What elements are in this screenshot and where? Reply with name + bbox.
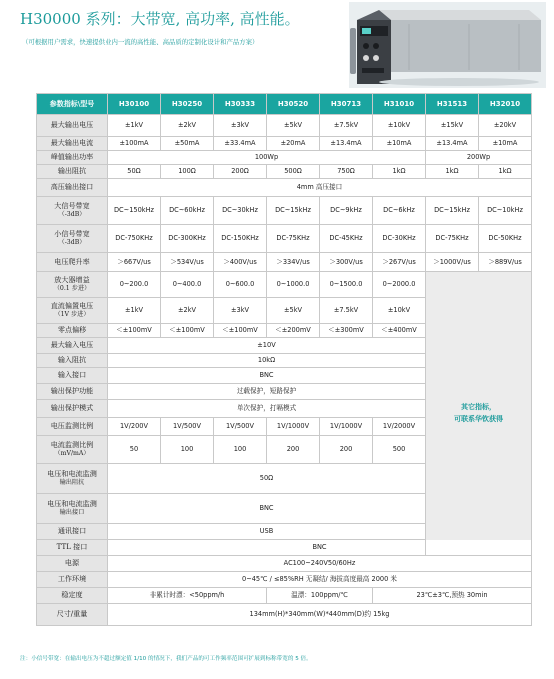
side-note-line-2: 可联系华钦获得 — [454, 414, 503, 423]
table-cell: 100 — [161, 436, 214, 464]
row-label-sub: （-3dB） — [58, 211, 86, 219]
table-cell: DC-150KHz — [214, 225, 267, 253]
table-cell: 0~200.0 — [108, 272, 161, 298]
table-cell: ±3kV — [214, 298, 267, 324]
row-label: 最大输出电压 — [37, 115, 108, 137]
row-label: 输出保护模式 — [37, 400, 108, 418]
table-cell: 750Ω — [320, 165, 373, 179]
table-cell: 1V/1000V — [320, 418, 373, 436]
row-label-text: 电压和电流监测 — [47, 469, 97, 479]
row-label-text: 放大器增益 — [54, 275, 90, 285]
row-label-text: 大信号带宽 — [54, 201, 90, 211]
table-row — [37, 540, 532, 556]
row-label: 工作环境 — [37, 572, 108, 588]
table-cell: 1kΩ — [426, 165, 479, 179]
table-cell: 100Wp — [108, 151, 426, 165]
row-label-sub: （-3dB） — [58, 239, 86, 247]
table-cell: USB — [108, 524, 426, 540]
table-cell: 0~1000.0 — [267, 272, 320, 298]
table-cell: 1V/200V — [108, 418, 161, 436]
model-header: H32010 — [479, 94, 532, 115]
row-label: 输入接口 — [37, 368, 108, 384]
table-cell: 1V/500V — [161, 418, 214, 436]
table-row — [37, 253, 532, 272]
table-cell: ±20kV — [479, 115, 532, 137]
table-cell: ＜±100mV — [108, 324, 161, 338]
header-row — [37, 94, 532, 115]
table-cell: 50Ω — [108, 464, 426, 494]
table-cell: DC~6kHz — [373, 197, 426, 225]
row-label — [37, 436, 108, 464]
row-label-sub: 输出接口 — [59, 509, 85, 517]
table-cell: DC-300KHz — [161, 225, 214, 253]
table-cell: 0~400.0 — [161, 272, 214, 298]
table-cell: ±2kV — [161, 115, 214, 137]
table-cell: 200 — [320, 436, 373, 464]
table-cell: ±1kV — [108, 298, 161, 324]
table-cell: ±10kV — [373, 298, 426, 324]
row-label — [37, 494, 108, 524]
table-cell: DC-750KHz — [108, 225, 161, 253]
side-note-cell — [426, 272, 532, 556]
row-label-sub: （mV/mA） — [54, 450, 90, 458]
table-row — [37, 225, 532, 253]
row-label-text: 电流监测比例 — [50, 440, 94, 450]
table-cell: ＞1000V/us — [426, 253, 479, 272]
row-label: TTL 接口 — [37, 540, 108, 556]
table-cell: ＞400V/us — [214, 253, 267, 272]
row-label: 电压监测比例 — [37, 418, 108, 436]
table-cell: ＜±400mV — [373, 324, 426, 338]
table-cell: DC~30kHz — [214, 197, 267, 225]
model-header: H31513 — [426, 94, 479, 115]
table-row — [37, 272, 532, 298]
table-cell: ±10mA — [479, 137, 532, 151]
table-cell: ±10V — [108, 338, 426, 354]
table-cell: ±5kV — [267, 298, 320, 324]
table-cell: ＞889V/us — [479, 253, 532, 272]
table-cell: DC-75KHz — [426, 225, 479, 253]
model-header: H30250 — [161, 94, 214, 115]
table-row — [37, 179, 532, 197]
model-header: H30333 — [214, 94, 267, 115]
row-label: 输出阻抗 — [37, 165, 108, 179]
table-cell: 1V/2000V — [373, 418, 426, 436]
table-cell: AC100~240V50/60Hz — [108, 556, 532, 572]
table-cell: 1kΩ — [479, 165, 532, 179]
table-cell: ＞667V/us — [108, 253, 161, 272]
table-cell: ±15kV — [426, 115, 479, 137]
table-cell: BNC — [108, 540, 532, 556]
table-cell: 100Ω — [161, 165, 214, 179]
table-cell: 单次保护，打嗝模式 — [108, 400, 426, 418]
table-cell: 10kΩ — [108, 354, 426, 368]
table-row — [37, 572, 532, 588]
table-cell: DC-30KHz — [373, 225, 426, 253]
table-cell: DC-75KHz — [267, 225, 320, 253]
table-cell: ±50mA — [161, 137, 214, 151]
model-header: H30713 — [320, 94, 373, 115]
table-cell: ±13.4mA — [426, 137, 479, 151]
model-header: H30100 — [108, 94, 161, 115]
table-row — [37, 151, 532, 165]
header — [0, 0, 554, 92]
model-header: H30520 — [267, 94, 320, 115]
row-label-sub: 输出阻抗 — [59, 479, 85, 487]
row-label — [37, 298, 108, 324]
table-row — [37, 197, 532, 225]
table-cell: 0~2000.0 — [373, 272, 426, 298]
table-cell: ±3kV — [214, 115, 267, 137]
table-cell: 4mm 高压接口 — [108, 179, 532, 197]
table-row — [37, 604, 532, 626]
table-cell: DC~10kHz — [479, 197, 532, 225]
table-cell: 1V/500V — [214, 418, 267, 436]
table-cell: ＞267V/us — [373, 253, 426, 272]
table-cell: 200 — [267, 436, 320, 464]
table-cell: ±20mA — [267, 137, 320, 151]
table-cell: 200Wp — [426, 151, 532, 165]
table-row — [37, 556, 532, 572]
table-cell: ±100mA — [108, 137, 161, 151]
row-label-sub: （1V 步进） — [54, 311, 90, 319]
table-cell: DC~15kHz — [426, 197, 479, 225]
table-cell: ＜±100mV — [161, 324, 214, 338]
table-cell: 过载保护，短路保护 — [108, 384, 426, 400]
table-cell: ±2kV — [161, 298, 214, 324]
spec-table — [36, 93, 532, 626]
table-cell: 0~45℃ / ≤85%RH 无凝结/ 海拔高度最高 2000 米 — [108, 572, 532, 588]
table-cell: DC-45KHz — [320, 225, 373, 253]
row-label: 稳定度 — [37, 588, 108, 604]
table-cell: BNC — [108, 494, 426, 524]
row-label: 尺寸/重量 — [37, 604, 108, 626]
row-label: 高压输出接口 — [37, 179, 108, 197]
row-label — [37, 197, 108, 225]
table-cell: 非累计时漂：<50ppm/h — [108, 588, 267, 604]
row-label: 电源 — [37, 556, 108, 572]
row-label-sub: （0.1 步进） — [53, 285, 91, 293]
row-label: 电压爬升率 — [37, 253, 108, 272]
table-cell: 50 — [108, 436, 161, 464]
table-cell: ±10kV — [373, 115, 426, 137]
table-cell: 23℃±3℃,预热 30min — [373, 588, 532, 604]
table-cell: DC~150kHz — [108, 197, 161, 225]
table-cell: 134mm(H)*340mm(W)*440mm(D)约 15kg — [108, 604, 532, 626]
table-cell: ±1kV — [108, 115, 161, 137]
table-cell: ＞534V/us — [161, 253, 214, 272]
table-cell: ±10mA — [373, 137, 426, 151]
row-label-text: 直流偏置电压 — [50, 301, 94, 311]
table-cell: ＜±300mV — [320, 324, 373, 338]
row-label: 通讯接口 — [37, 524, 108, 540]
row-label: 最大输入电压 — [37, 338, 108, 354]
table-cell: 100 — [214, 436, 267, 464]
table-row — [37, 165, 532, 179]
table-row — [37, 115, 532, 137]
table-cell: 200Ω — [214, 165, 267, 179]
corner-cell: 参数指标\型号 — [37, 94, 108, 115]
row-label-text: 电压和电流监测 — [47, 499, 97, 509]
row-label — [37, 464, 108, 494]
footnote: 注：小信号带宽：在输出电压为不超过额定值 1/10 的情况下，我们产品的可工作频率范围可扩展到标称带宽的 5 倍。 — [20, 656, 312, 662]
page-subtitle: （可根据用户需求，快速提供业内一流的高性能、高品质的定制化设计和产品方案） — [22, 38, 259, 46]
table-cell: DC~60kHz — [161, 197, 214, 225]
table-cell: ＞300V/us — [320, 253, 373, 272]
row-label: 输入阻抗 — [37, 354, 108, 368]
table-cell: 1kΩ — [373, 165, 426, 179]
row-label — [37, 272, 108, 298]
row-label: 零点偏移 — [37, 324, 108, 338]
table-cell: 1V/1000V — [267, 418, 320, 436]
table-cell: ±33.4mA — [214, 137, 267, 151]
row-label — [37, 225, 108, 253]
table-cell: ±7.5kV — [320, 298, 373, 324]
table-cell: ＜±200mV — [267, 324, 320, 338]
row-label-text: 小信号带宽 — [54, 229, 90, 239]
row-label: 输出保护功能 — [37, 384, 108, 400]
table-cell: 500 — [373, 436, 426, 464]
table-cell: ±13.4mA — [320, 137, 373, 151]
table-cell: 0~600.0 — [214, 272, 267, 298]
product-image — [349, 2, 546, 88]
table-cell: ±5kV — [267, 115, 320, 137]
table-cell: ＞334V/us — [267, 253, 320, 272]
table-row — [37, 588, 532, 604]
table-cell: DC~15kHz — [267, 197, 320, 225]
row-label: 峰值输出功率 — [37, 151, 108, 165]
table-cell: 500Ω — [267, 165, 320, 179]
row-label: 最大输出电流 — [37, 137, 108, 151]
page-title: H30000 系列：大带宽, 高功率, 高性能。 — [20, 10, 300, 28]
table-cell: DC-50KHz — [479, 225, 532, 253]
table-cell: ＜±100mV — [214, 324, 267, 338]
table-row — [37, 137, 532, 151]
model-header: H31010 — [373, 94, 426, 115]
table-cell: 0~1500.0 — [320, 272, 373, 298]
table-cell: DC~9kHz — [320, 197, 373, 225]
table-cell: 温漂：100ppm/℃ — [267, 588, 373, 604]
side-note-line-1: 其它指标， — [461, 403, 496, 412]
table-cell: ±7.5kV — [320, 115, 373, 137]
table-cell: BNC — [108, 368, 426, 384]
table-cell: 50Ω — [108, 165, 161, 179]
